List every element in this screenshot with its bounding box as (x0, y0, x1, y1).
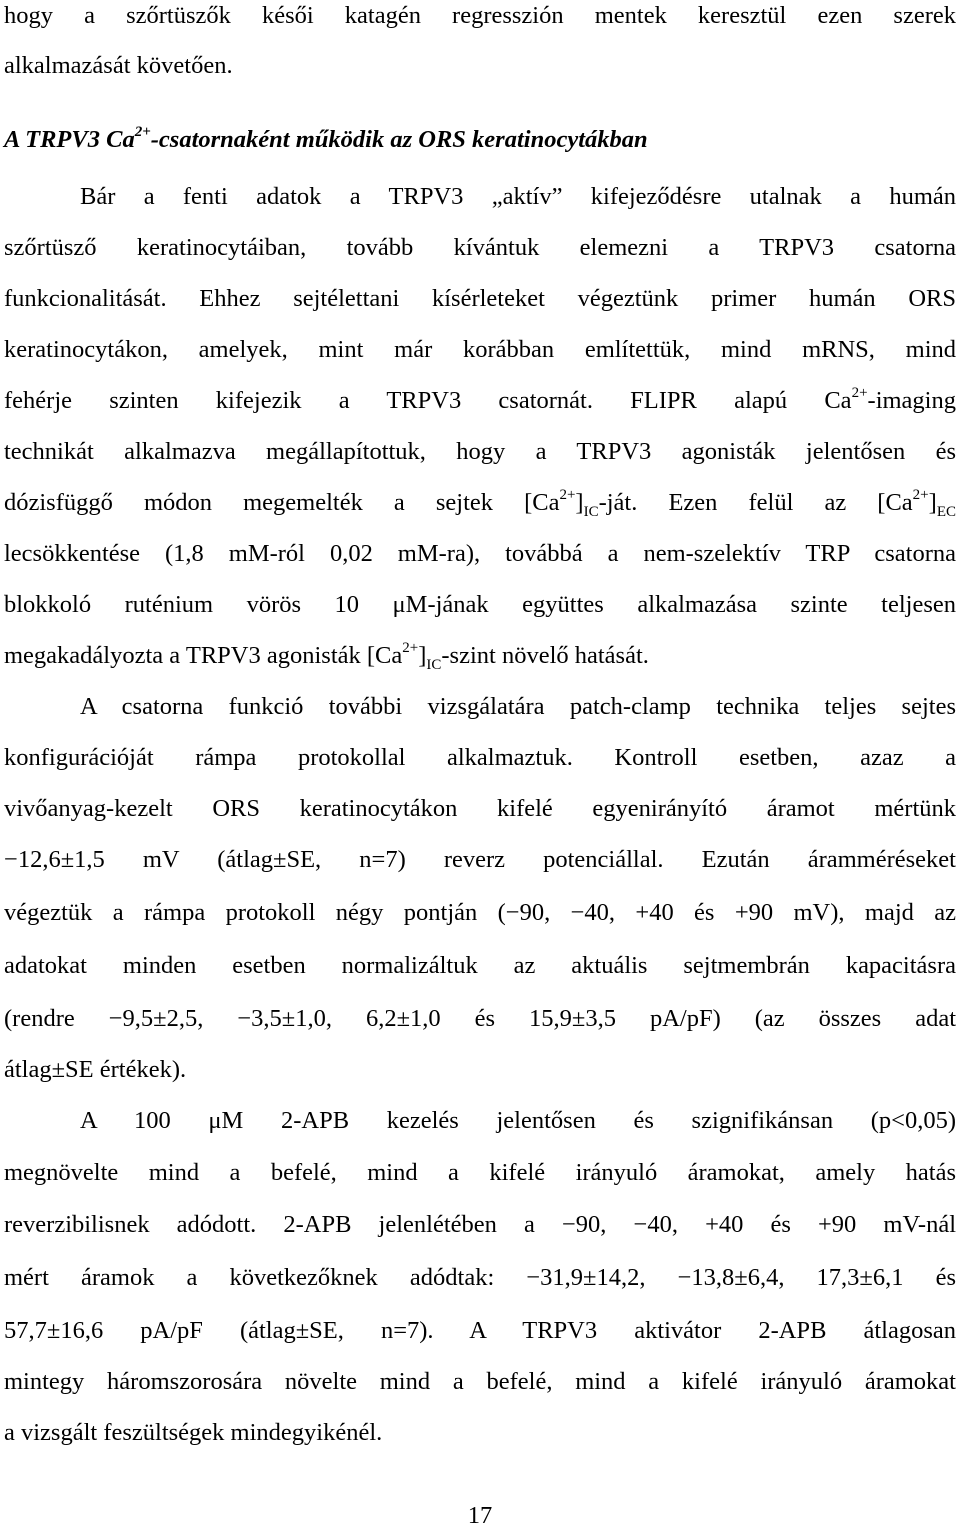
text-line: mért áramok a következőknek adódtak: −31,9±14,2, −13,8±6,4, 17,3±6,1 és (4, 1264, 956, 1291)
text-line: vivőanyag-kezelt ORS keratinocytákon kifelé egyenirányító áramot mértünk (4, 795, 956, 822)
text-line: 57,7±16,6 pA/pF (átlag±SE, n=7). A TRPV3 aktivátor 2-APB átlagosan (4, 1317, 956, 1344)
text-part: -ját. Ezen felül az [Ca (598, 489, 913, 516)
superscript: 2+ (134, 124, 151, 140)
text-line (4, 640, 956, 672)
text-part: -szint növelő hatását. (441, 642, 649, 669)
subscript: IC (583, 504, 599, 520)
text-line: −12,6±1,5 mV (átlag±SE, n=7) reverz potenciállal. Ezután áramméréseket (4, 846, 956, 873)
text-line (4, 385, 956, 417)
text-line: szőrtüsző keratinocytáiban, tovább kívántuk elemezni a TRPV3 csatorna (4, 234, 956, 261)
text-part: dózisfüggő módon megemelték a sejtek [Ca (4, 489, 560, 516)
superscript: 2+ (851, 385, 868, 401)
text-line: alkalmazását követően. (4, 52, 233, 79)
text-line: adatokat minden esetben normalizáltuk az aktuális sejtmembrán kapacitásra (4, 952, 956, 979)
text-line: A 100 μM 2-APB kezelés jelentősen és szignifikánsan (p<0,05) (80, 1107, 956, 1134)
text-line: technikát alkalmazva megállapítottuk, hogy a TRPV3 agonisták jelentősen és (4, 438, 956, 465)
text-part: -imaging (867, 387, 956, 414)
section-heading (4, 124, 956, 156)
text-line: reverzibilisnek adódott. 2-APB jelenlétében a −90, −40, +40 és +90 mV-nál (4, 1211, 956, 1238)
text-line: lecsökkentése (1,8 mM-ról 0,02 mM-ra), továbbá a nem-szelektív TRP csatorna (4, 540, 956, 567)
superscript: 2+ (912, 487, 929, 503)
heading-part: -csatornaként működik az ORS keratinocytákban (150, 126, 648, 153)
text-line: Bár a fenti adatok a TRPV3 „aktív” kifejeződésre utalnak a humán (80, 183, 956, 210)
text-line: keratinocytákon, amelyek, mint már korábban említettük, mind mRNS, mind (4, 336, 956, 363)
text-line: hogy a szőrtüszők késői katagén regresszión mentek keresztül ezen szerek (4, 2, 956, 29)
text-line: (rendre −9,5±2,5, −3,5±1,0, 6,2±1,0 és 15,9±3,5 pA/pF) (az összes adat (4, 1005, 956, 1032)
subscript: EC (936, 504, 956, 520)
text-line: a vizsgált feszültségek mindegyikénél. (4, 1419, 383, 1446)
text-part: fehérje szinten kifejezik a TRPV3 csatornát. FLIPR alapú Ca (4, 387, 852, 414)
superscript: 2+ (402, 640, 419, 656)
text-line: átlag±SE értékek). (4, 1056, 187, 1083)
subscript: IC (426, 657, 442, 673)
text-line (4, 487, 956, 519)
text-line: konfigurációját rámpa protokollal alkalmaztuk. Kontroll esetben, azaz a (4, 744, 956, 771)
text-line: funkcionalitását. Ehhez sejtélettani kísérleteket végeztünk primer humán ORS (4, 285, 956, 312)
text-part: megakadályozta a TRPV3 agonisták [Ca (4, 642, 403, 669)
heading-part: A TRPV3 Ca (4, 126, 135, 153)
text-part: ] (418, 642, 427, 669)
text-part: ] (575, 489, 584, 516)
text-line: mintegy háromszorosára növelte mind a befelé, mind a kifelé irányuló áramokat (4, 1368, 956, 1395)
text-part: ] (928, 489, 937, 516)
text-line: blokkoló ruténium vörös 10 μM-jának együttes alkalmazása szinte teljesen (4, 591, 956, 618)
text-line: megnövelte mind a befelé, mind a kifelé irányuló áramokat, amely hatás (4, 1159, 956, 1186)
superscript: 2+ (559, 487, 576, 503)
text-line: A csatorna funkció további vizsgálatára patch-clamp technika teljes sejtes (80, 693, 956, 720)
page-number: 17 (467, 1502, 493, 1529)
text-line: végeztük a rámpa protokoll négy pontján (−90, −40, +40 és +90 mV), majd az (4, 899, 956, 926)
